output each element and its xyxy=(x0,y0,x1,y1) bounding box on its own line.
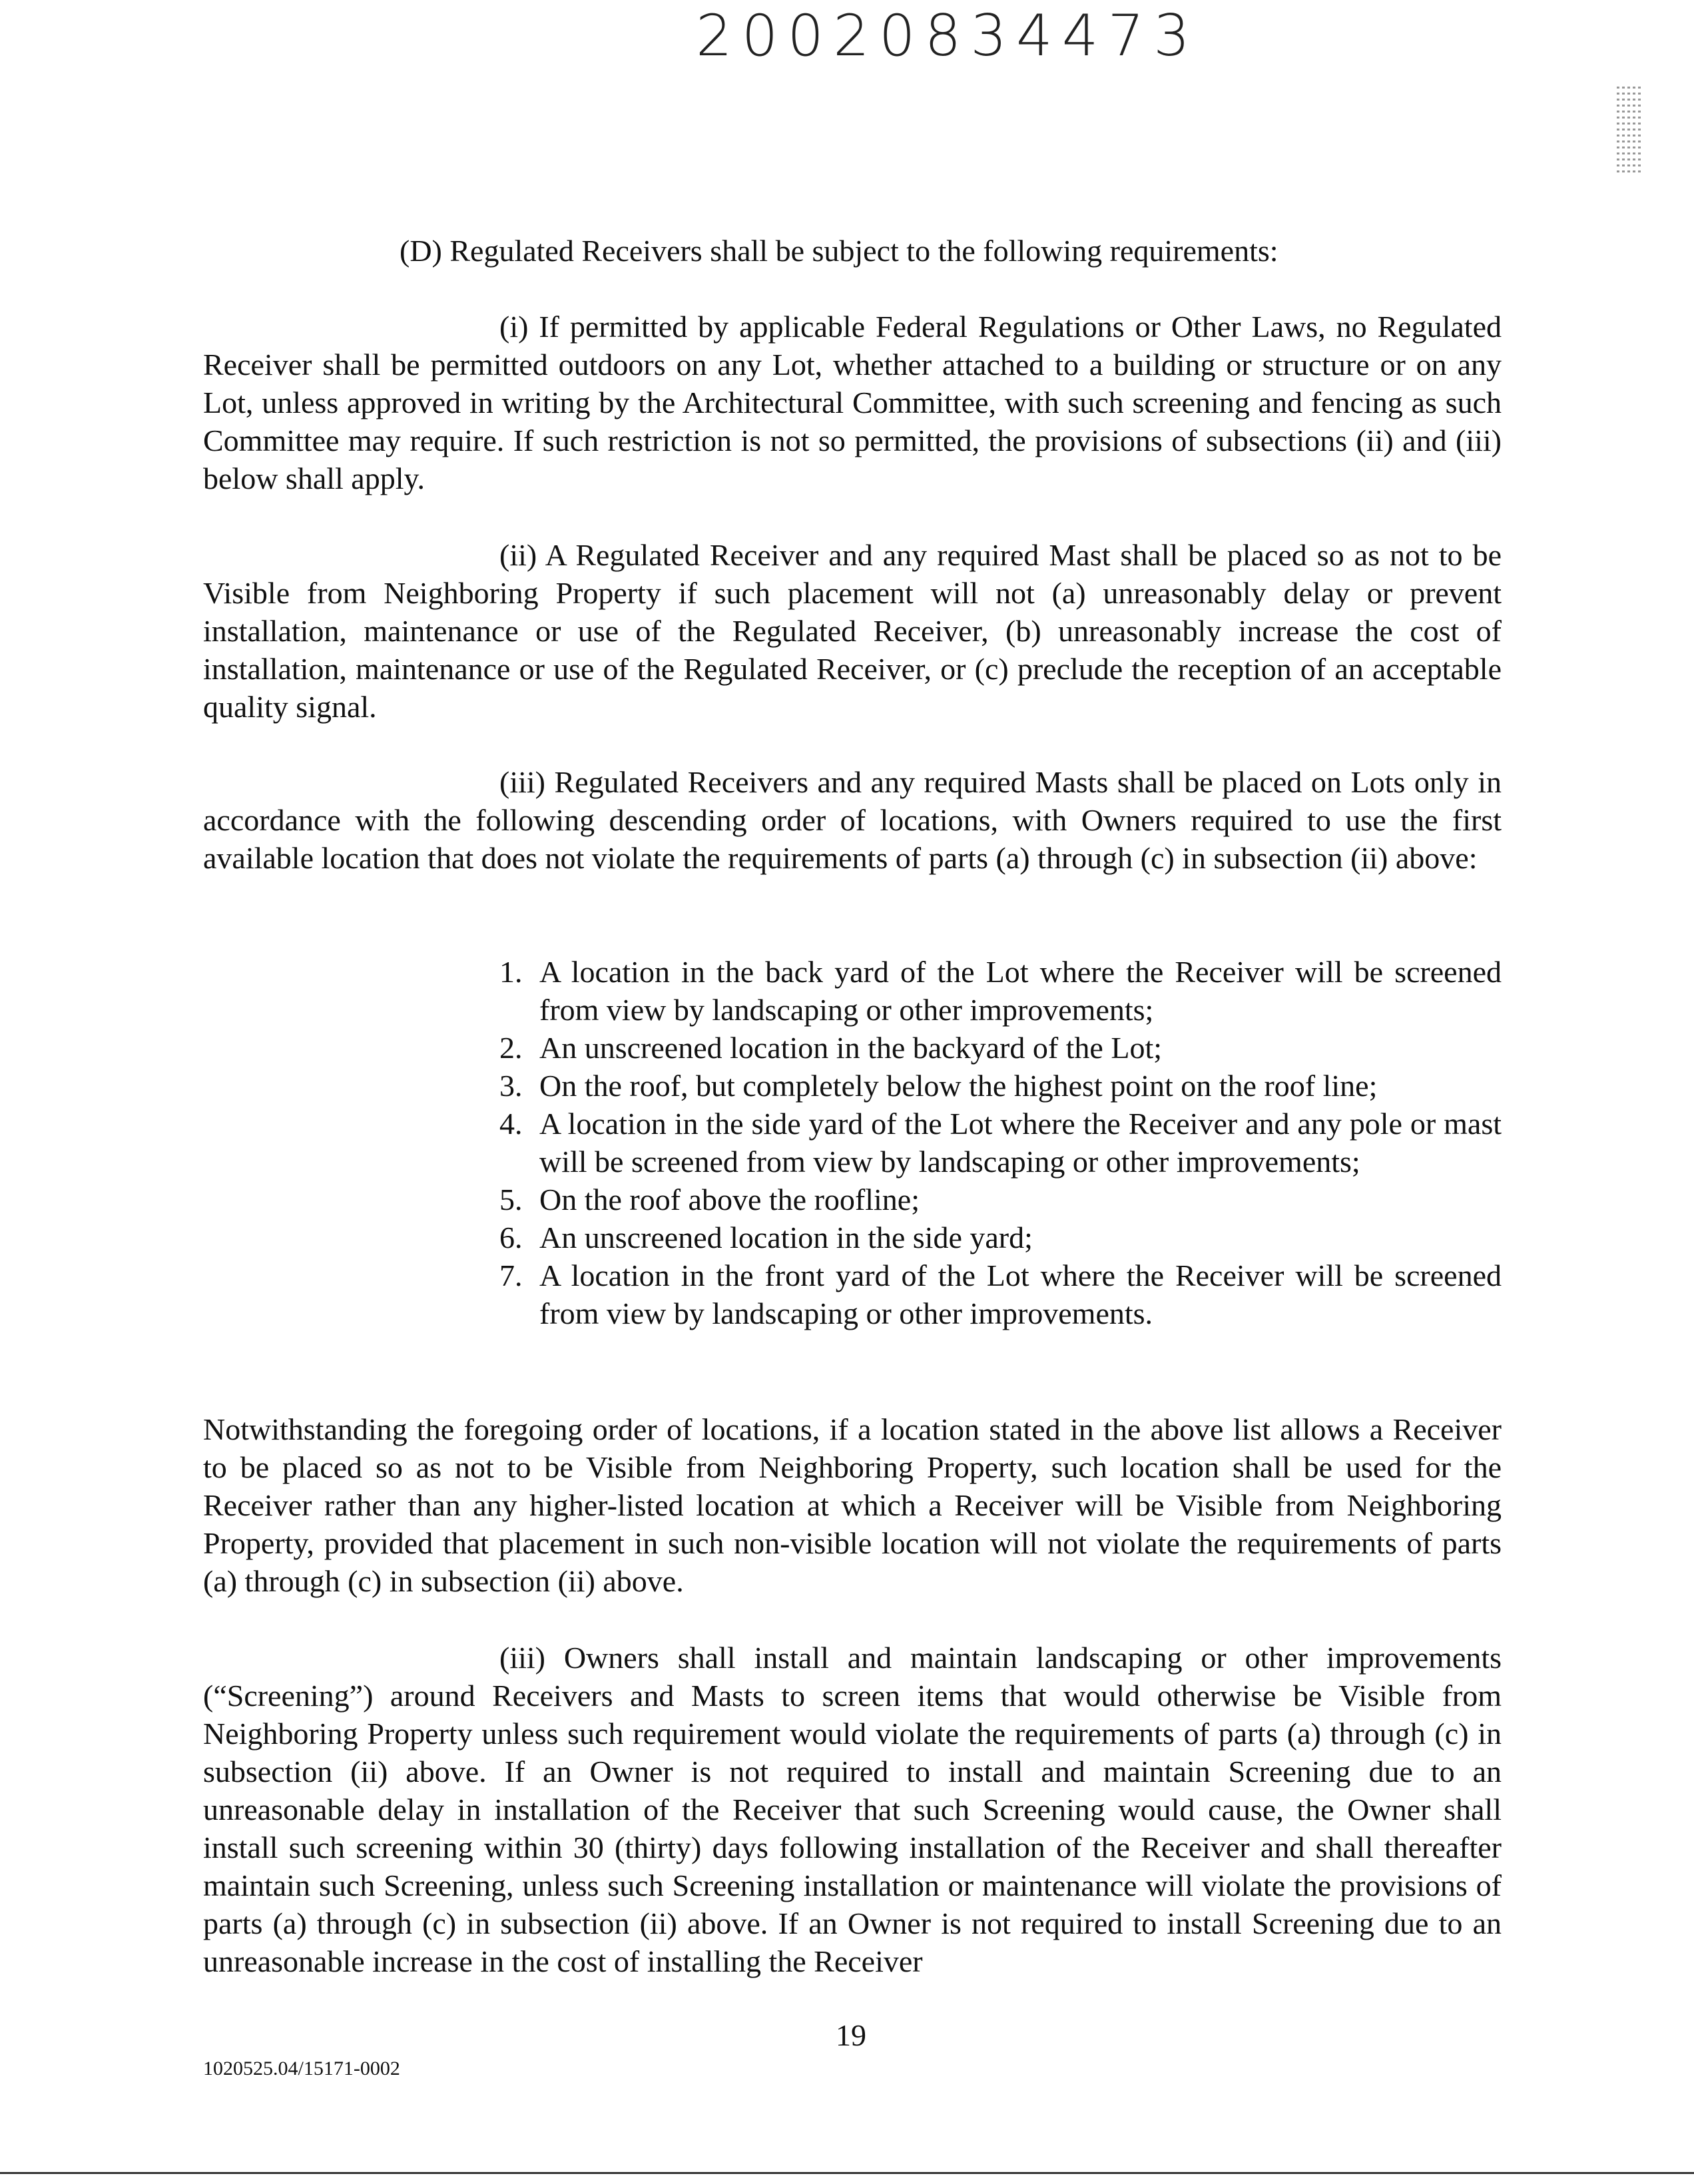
section-d-heading: (D) Regulated Receivers shall be subject to the following requirements: xyxy=(400,234,1278,268)
recording-number: 20020834473 xyxy=(696,3,1199,69)
list-item-text: On the roof, but completely below the highest point on the roof line; xyxy=(539,1069,1378,1103)
list-item-text: A location in the back yard of the Lot where the Receiver will be screened from view by landscaping or other improvements; xyxy=(539,955,1502,1027)
list-item-text: An unscreened location in the side yard; xyxy=(539,1221,1033,1254)
list-item xyxy=(499,1256,1502,1332)
page-number: 19 xyxy=(836,2018,866,2052)
list-item xyxy=(499,1105,1502,1181)
list-item xyxy=(499,953,1502,1029)
list-item-number: 3. xyxy=(499,1069,523,1103)
bottom-rule xyxy=(0,2172,1694,2174)
paragraph-ii xyxy=(203,536,1502,726)
list-item-number: 7. xyxy=(499,1258,523,1292)
paragraph-notwithstanding xyxy=(203,1410,1502,1600)
list-item-text: A location in the front yard of the Lot where the Receiver will be screened from view by landscaping or other improvements. xyxy=(539,1258,1502,1330)
paragraph-notwithstanding-text: Notwithstanding the foregoing order of locations, if a location stated in the above list allows a Receiver to be placed so as not to be Visible from Neighboring Property, such location shall be used for the Receiver rather than any higher-listed location at which a Receiver will be Visible from Neighboring Property, provided that placement in such non-visible location will not violate the requirements of parts (a) through (c) in subsection (ii) above. xyxy=(203,1412,1502,1598)
paragraph-iii-screening-text: (iii) Owners shall install and maintain landscaping or other improvements (“Screening”) around Receivers and Masts to screen items that would otherwise be Visible from Neighboring Property unless such requirement would violate the requirements of parts (a) through (c) in subsection (ii) above. If an Owner is not required to install and maintain Screening due to an unreasonable delay in installation of the Receiver that such Screening would cause, the Owner shall install such screening within 30 (thirty) days following installation of the Receiver and shall thereafter maintain such Screening, unless such Screening installation or maintenance will violate the provisions of parts (a) through (c) in subsection (ii) above. If an Owner is not required to install Screening due to an unreasonable increase in the cost of installing the Receiver xyxy=(203,1641,1502,1978)
margin-stamp xyxy=(1617,87,1643,300)
list-item xyxy=(499,1219,1502,1256)
paragraph-iii xyxy=(203,763,1502,877)
document-reference: 1020525.04/15171-0002 xyxy=(203,2057,400,2079)
list-item-number: 6. xyxy=(499,1221,523,1254)
list-item xyxy=(499,1067,1502,1105)
paragraph-i xyxy=(203,308,1502,497)
paragraph-iii-screening xyxy=(203,1639,1502,1980)
list-item-text: A location in the side yard of the Lot where the Receiver and any pole or mast will be screened from view by landscaping or other improvements; xyxy=(539,1107,1502,1179)
list-item-number: 4. xyxy=(499,1107,523,1141)
paragraph-ii-text: (ii) A Regulated Receiver and any required Mast shall be placed so as not to be Visible from Neighboring Property if such placement will not (a) unreasonably delay or prevent installation, maintenance or use of the Regulated Receiver, (b) unreasonably increase the cost of installation, maintenance or use of the Regulated Receiver, or (c) preclude the reception of an acceptable quality signal. xyxy=(203,538,1502,724)
list-item-number: 5. xyxy=(499,1183,523,1217)
paragraph-iii-text: (iii) Regulated Receivers and any required Masts shall be placed on Lots only in accordance with the following descending order of locations, with Owners required to use the first available location that does not violate the requirements of parts (a) through (c) in subsection (ii) above: xyxy=(203,765,1502,875)
list-item-text: An unscreened location in the backyard of the Lot; xyxy=(539,1031,1163,1065)
list-item-number: 1. xyxy=(499,955,523,989)
list-item xyxy=(499,1181,1502,1219)
list-item-text: On the roof above the roofline; xyxy=(539,1183,920,1217)
list-item-number: 2. xyxy=(499,1031,523,1065)
paragraph-i-text: (i) If permitted by applicable Federal Regulations or Other Laws, no Regulated Receiver shall be permitted outdoors on any Lot, whether attached to a building or structure or on any Lot, unless approved in writing by the Architectural Committee, with such screening and fencing as such Committee may require. If such restriction is not so permitted, the provisions of subsections (ii) and (iii) below shall apply. xyxy=(203,310,1502,495)
location-list xyxy=(499,953,1502,1332)
list-item xyxy=(499,1029,1502,1067)
